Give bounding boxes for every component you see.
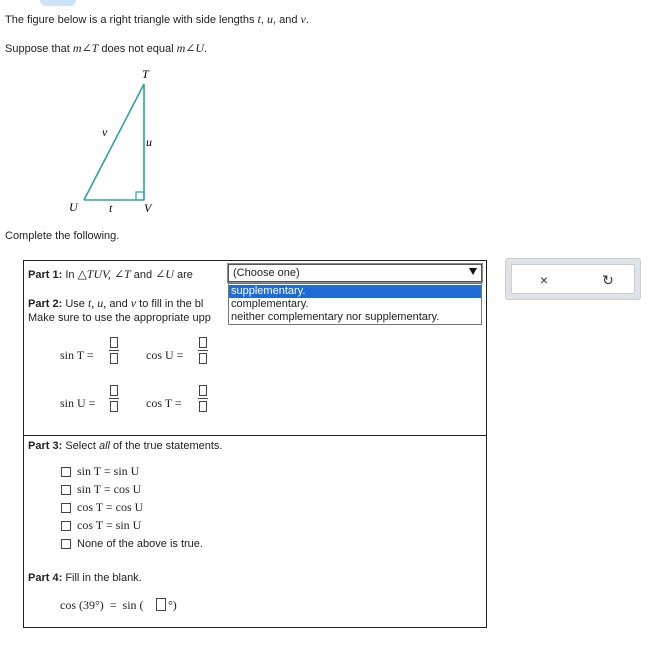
answer-tools-inner bbox=[511, 264, 635, 294]
close-icon[interactable]: × bbox=[539, 272, 549, 288]
angle-blank-input[interactable] bbox=[156, 598, 166, 611]
sinT-numerator[interactable] bbox=[110, 337, 118, 348]
answer-tools-panel bbox=[505, 258, 641, 300]
vertex-U-label: U bbox=[69, 200, 78, 214]
part3-label: Part 3: bbox=[28, 440, 63, 452]
undo-icon[interactable]: ↻ bbox=[602, 272, 614, 288]
instructions: Complete the following. bbox=[5, 230, 120, 242]
part4-equation-lhs: cos (39°) = sin ( bbox=[60, 598, 144, 612]
intro-line-1: The figure below is a right triangle with side lengths t, u, and v. bbox=[5, 12, 309, 26]
fraction-bar bbox=[109, 350, 119, 351]
part1-are: are bbox=[177, 269, 193, 281]
angle-T-label: T bbox=[91, 41, 99, 55]
part2-text-2: to fill in the bl bbox=[139, 298, 204, 310]
right-angle-marker bbox=[136, 192, 144, 200]
angle-U: ∠U bbox=[155, 267, 174, 281]
side-u-label: u bbox=[146, 135, 152, 149]
angle-U-label: U bbox=[195, 41, 205, 55]
cosU-numerator[interactable] bbox=[199, 337, 207, 348]
part1-and: and bbox=[133, 269, 153, 281]
part3-all: all bbox=[98, 440, 110, 452]
sinT-label: sin T = bbox=[60, 348, 94, 362]
part2-line-2: Make sure to use the appropriate upp bbox=[28, 312, 211, 324]
dropdown-arrow-icon[interactable] bbox=[469, 268, 477, 275]
part3-prompt bbox=[28, 440, 222, 452]
angle-relation-options bbox=[228, 283, 482, 325]
cosU-denominator[interactable] bbox=[199, 353, 207, 364]
statement-4[interactable]: cos T = sin U bbox=[77, 518, 142, 532]
statement-3[interactable]: cos T = cos U bbox=[77, 500, 144, 514]
checkbox-1[interactable] bbox=[61, 467, 71, 477]
intro-text-3: does not equal bbox=[101, 43, 174, 55]
angle-T: ∠T bbox=[113, 267, 131, 281]
measure-m-2: m bbox=[176, 41, 186, 55]
sinU-denominator[interactable] bbox=[110, 401, 118, 412]
part4-equation-rhs: °) bbox=[168, 598, 177, 612]
part4-label: Part 4: bbox=[28, 572, 63, 584]
triangle-figure bbox=[60, 66, 170, 216]
part2-var-v: v bbox=[130, 296, 137, 310]
part2-label: Part 2: bbox=[28, 298, 63, 310]
sinU-label: sin U = bbox=[60, 396, 96, 410]
part2-and: and bbox=[109, 298, 128, 310]
part4-text: Fill in the blank. bbox=[65, 572, 142, 584]
triangle-TUV: △TUV, bbox=[77, 267, 111, 281]
checkbox-3[interactable] bbox=[61, 503, 71, 513]
side-t-label: t bbox=[109, 201, 113, 215]
side-v-line bbox=[84, 84, 144, 200]
var-t: t bbox=[257, 12, 261, 26]
intro-text-2: Suppose that bbox=[5, 43, 70, 55]
cosT-label: cos T = bbox=[146, 396, 182, 410]
side-v-label: v bbox=[102, 125, 108, 139]
angle-symbol-2: ∠ bbox=[185, 41, 196, 55]
vertex-T-label: T bbox=[142, 67, 149, 81]
part1-label: Part 1: bbox=[28, 269, 63, 281]
angle-relation-select[interactable] bbox=[228, 264, 482, 282]
intro-line-2: Suppose that m∠T does not equal m∠U. bbox=[5, 41, 208, 55]
part1-prompt bbox=[28, 267, 193, 282]
angle-symbol: ∠ bbox=[81, 41, 92, 55]
sinU-numerator[interactable] bbox=[110, 385, 118, 396]
var-u: u bbox=[267, 12, 273, 26]
part2-text-1: Use bbox=[65, 298, 85, 310]
option-neither[interactable]: neither complementary nor supplementary. bbox=[231, 311, 440, 323]
vertex-V-label: V bbox=[144, 201, 152, 215]
part1-text: In bbox=[65, 269, 75, 281]
sinT-denominator[interactable] bbox=[110, 353, 118, 364]
option-complementary[interactable]: complementary. bbox=[231, 298, 309, 310]
fraction-bar bbox=[198, 350, 208, 351]
measure-m: m bbox=[72, 41, 82, 55]
fraction-bar bbox=[109, 398, 119, 399]
var-v: v bbox=[300, 12, 306, 26]
statement-5[interactable]: None of the above is true. bbox=[77, 538, 203, 550]
cosU-label: cos U = bbox=[146, 348, 184, 362]
cosT-denominator[interactable] bbox=[199, 401, 207, 412]
statement-1[interactable]: sin T = sin U bbox=[77, 464, 140, 478]
select-value: (Choose one) bbox=[233, 267, 300, 279]
part2-vars: t, u, bbox=[87, 296, 107, 310]
checkbox-2[interactable] bbox=[61, 485, 71, 495]
top-tab bbox=[40, 0, 76, 6]
part3-text: Select bbox=[65, 440, 96, 452]
checkbox-5[interactable] bbox=[61, 539, 71, 549]
part2-prompt bbox=[28, 296, 203, 311]
option-supplementary[interactable]: supplementary. bbox=[229, 285, 481, 298]
cosT-numerator[interactable] bbox=[199, 385, 207, 396]
part4-prompt bbox=[28, 572, 142, 584]
part3-text-2: of the true statements. bbox=[113, 440, 223, 452]
intro-text: The figure below is a right triangle with side lengths bbox=[5, 14, 255, 26]
statement-2[interactable]: sin T = cos U bbox=[77, 482, 142, 496]
fraction-bar bbox=[198, 398, 208, 399]
checkbox-4[interactable] bbox=[61, 521, 71, 531]
